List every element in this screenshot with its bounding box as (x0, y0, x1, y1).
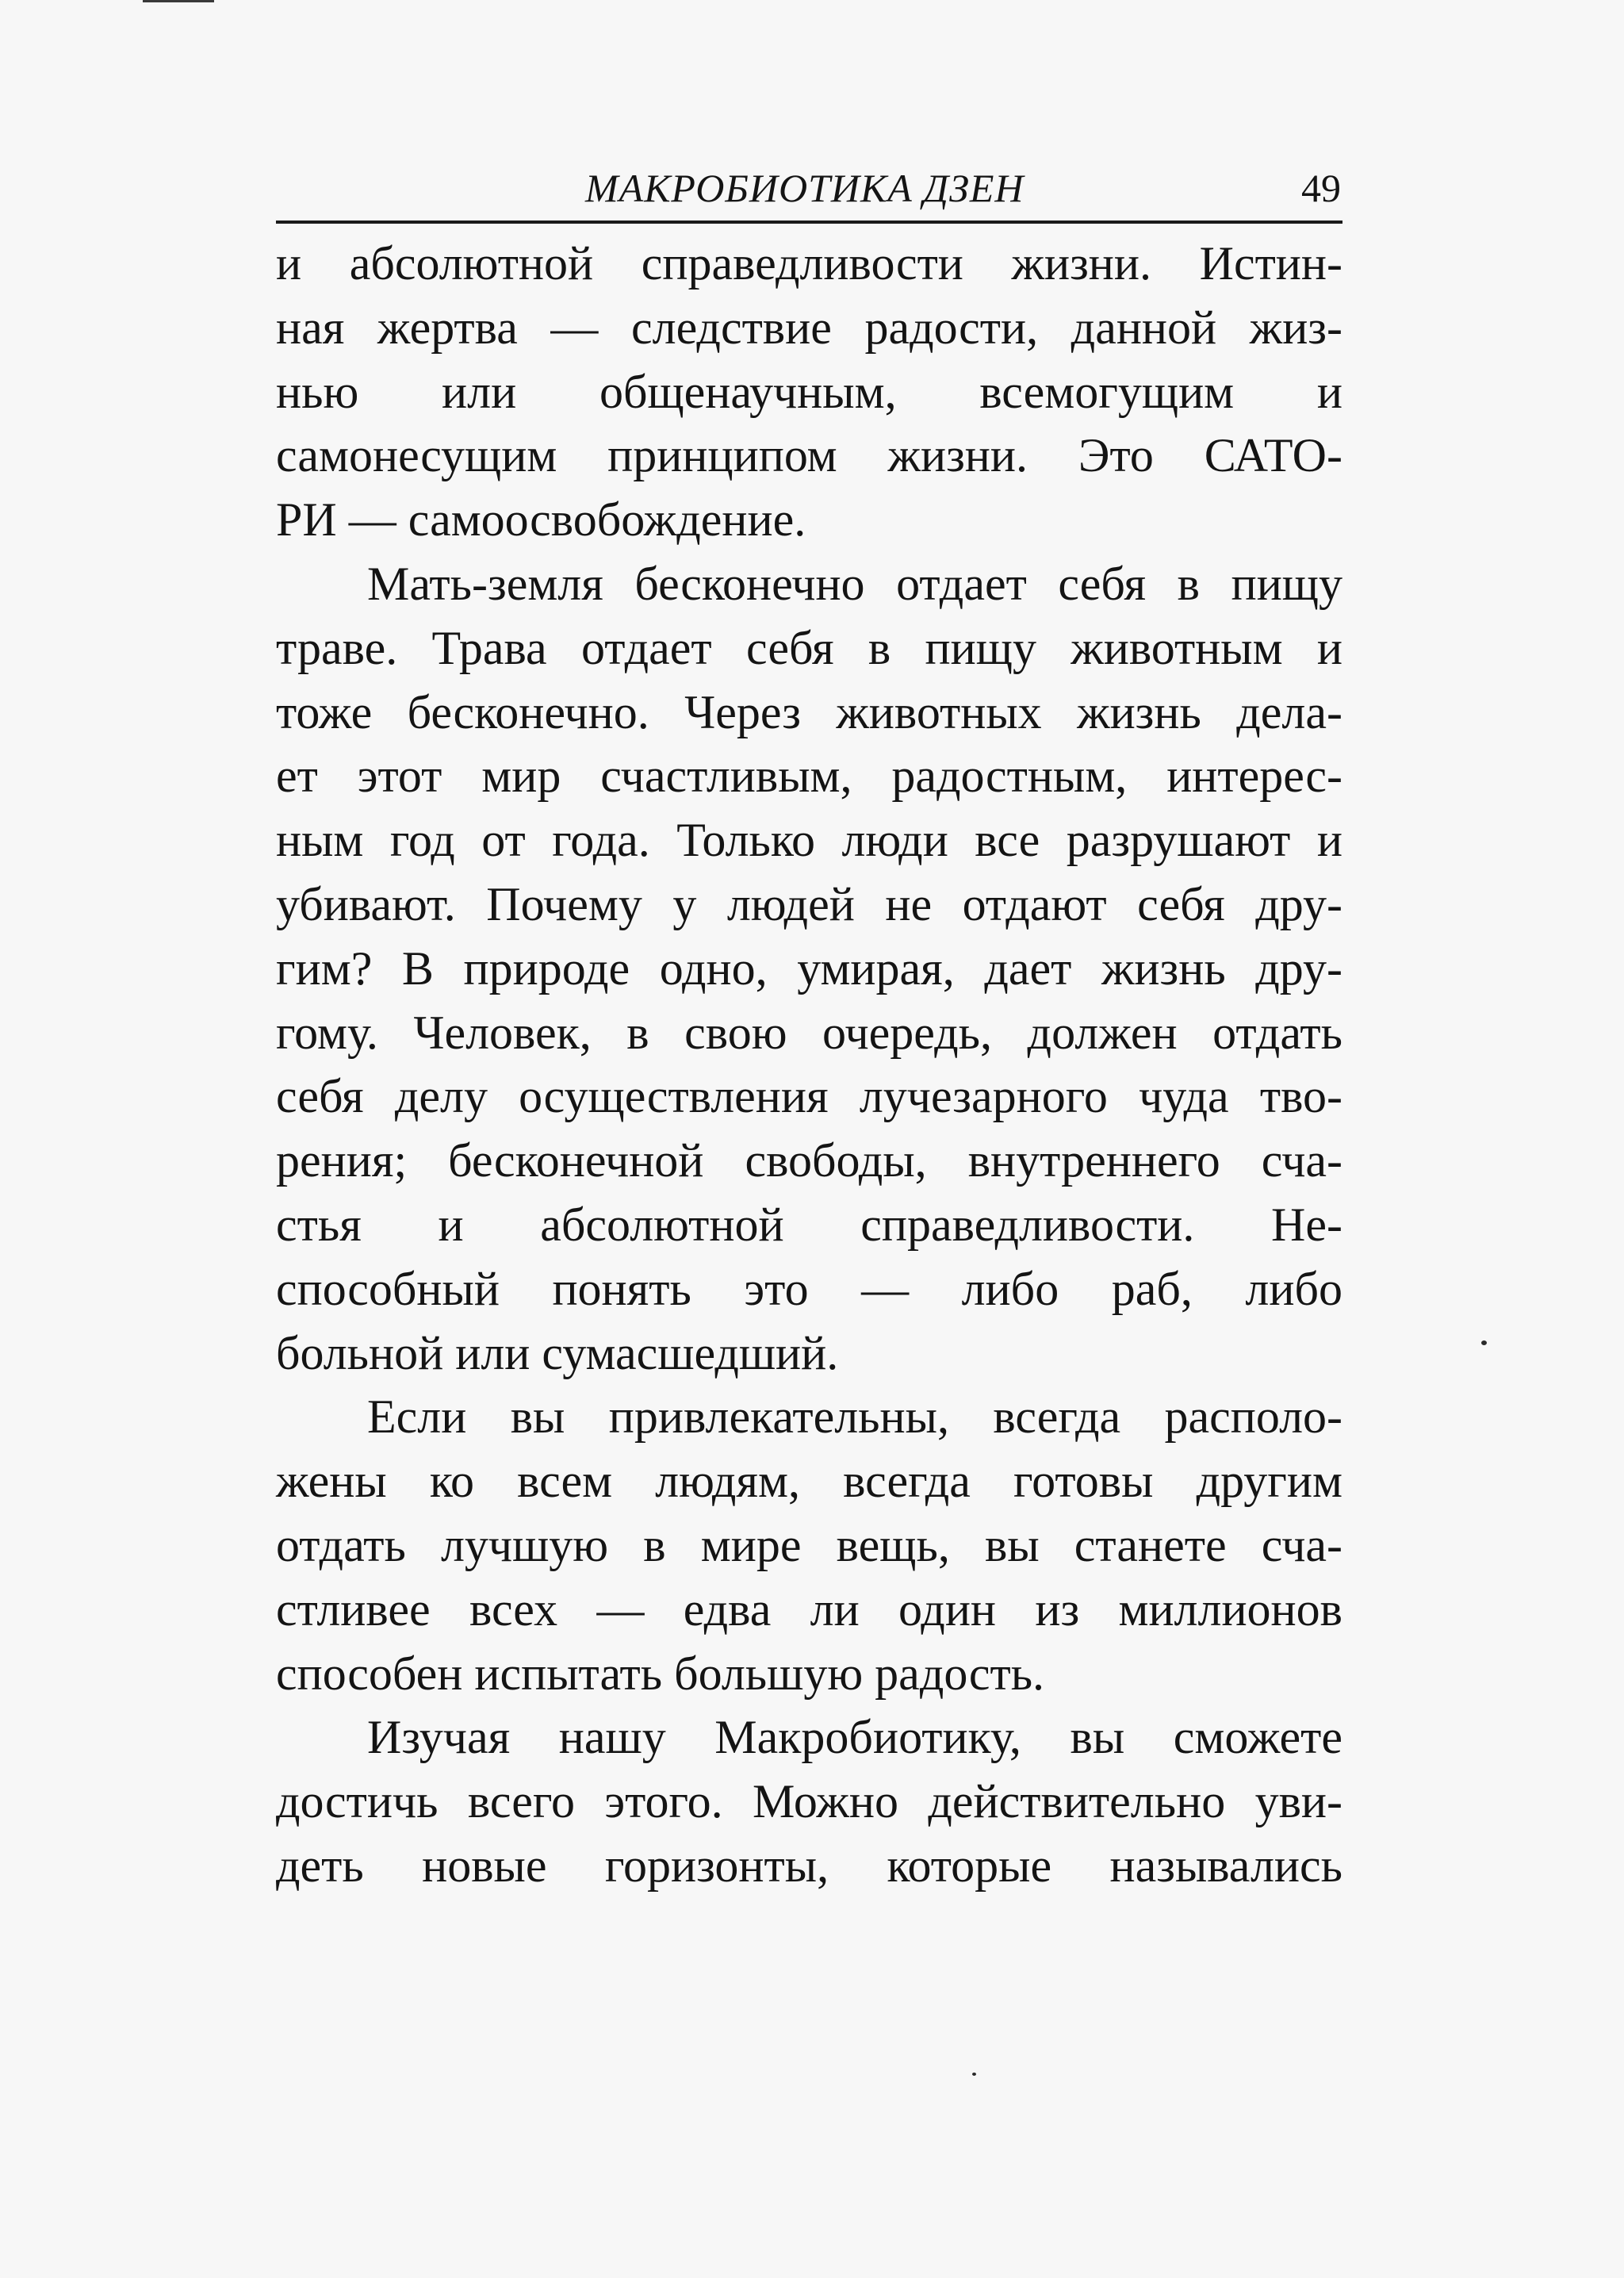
page-number: 49 (1301, 166, 1341, 210)
text-line: нью или общенаучным, всемогущим и (276, 365, 1342, 418)
text-line: стливее всех — едва ли один из миллионов (276, 1582, 1342, 1636)
scan-speck (1481, 1340, 1487, 1345)
text-line: убивают. Почему у людей не отдают себя дру- (276, 877, 1342, 930)
text-line: ет этот мир счастливым, радостным, интерес- (276, 750, 1342, 803)
text-line: рения; бесконечной свободы, внутреннего сча- (276, 1134, 1342, 1187)
scan-corner-mark (143, 0, 214, 2)
text-line: тоже бесконечно. Через животных жизнь дела- (276, 685, 1342, 738)
text-line: и абсолютной справедливости жизни. Истин- (276, 237, 1342, 290)
text-line: достичь всего этого. Можно действительно уви- (276, 1775, 1342, 1828)
body-text (276, 232, 1342, 1898)
book-page (276, 159, 1342, 1898)
running-title: МАКРОБИОТИКА ДЗЕН (585, 166, 1025, 210)
text-line: деть новые горизонты, которые назывались (276, 1839, 1342, 1892)
text-line: траве. Трава отдает себя в пищу животным и (276, 621, 1342, 674)
text-line: самонесущим принципом жизни. Это САТО- (276, 429, 1342, 482)
text-line: способен испытать большую радость. (276, 1647, 1045, 1700)
text-line: способный понять это — либо раб, либо (276, 1262, 1342, 1315)
text-line: гим? В природе одно, умирая, дает жизнь дру- (276, 941, 1342, 995)
text-line: ная жертва — следствие радости, данной жиз- (276, 301, 1342, 354)
text-line: себя делу осуществления лучезарного чуда тво- (276, 1070, 1342, 1123)
text-line: больной или сумасшедший. (276, 1326, 839, 1379)
paragraph-first-line: Если вы привлекательны, всегда располо- (367, 1390, 1342, 1444)
text-line: ным год от года. Только люди все разрушают и (276, 814, 1342, 867)
text-line: стья и абсолютной справедливости. Не- (276, 1198, 1342, 1251)
text-line: гому. Человек, в свою очередь, должен отдать (276, 1006, 1342, 1059)
text-line: РИ — самоосвобождение. (276, 493, 806, 546)
paragraph-first-line: Мать-земля бесконечно отдает себя в пищу (367, 557, 1342, 610)
running-header (276, 159, 1342, 224)
scan-speck (972, 2073, 976, 2076)
paragraph-first-line: Изучая нашу Макробиотику, вы сможете (367, 1711, 1342, 1764)
text-line: жены ко всем людям, всегда готовы другим (276, 1455, 1342, 1508)
text-line: отдать лучшую в мире вещь, вы станете сча- (276, 1518, 1342, 1571)
